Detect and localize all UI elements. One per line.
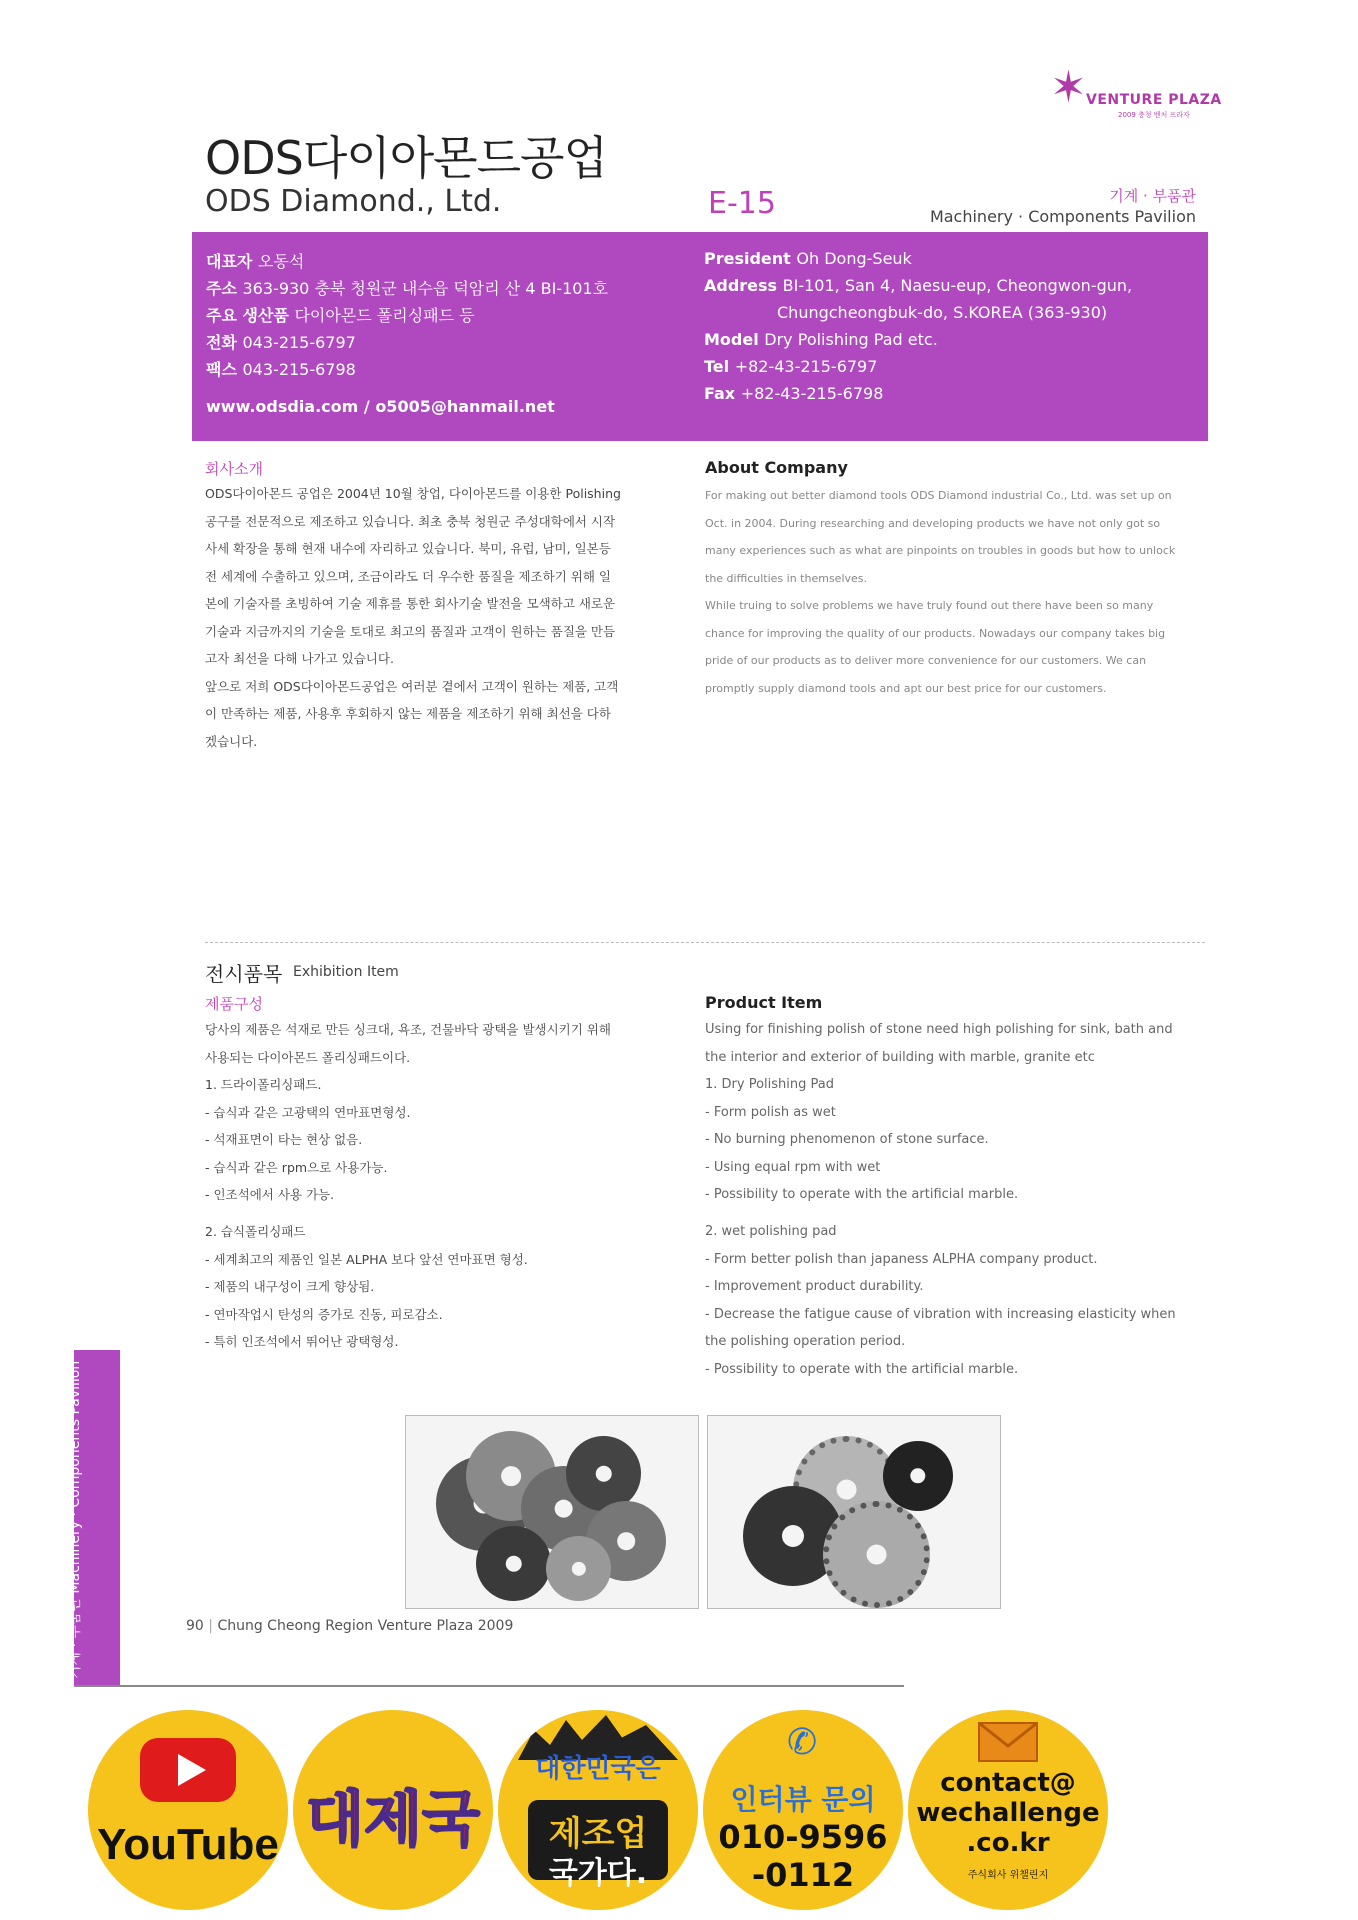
list-item: - Form polish as wet xyxy=(705,1104,836,1120)
address-en-value-1: BI-101, San 4, Naesu-eup, Cheongwon-gun, xyxy=(782,276,1133,295)
product-list-en-1 xyxy=(705,1016,1205,1209)
booth-number: E-15 xyxy=(708,186,776,221)
about-en-line: the difficulties in themselves. xyxy=(705,571,868,585)
pavilion-en: Machinery · Components Pavilion xyxy=(929,207,1196,226)
product-list-en-2 xyxy=(705,1218,1205,1383)
korea-line-2: 제조업 xyxy=(548,1814,648,1854)
phone-ko-label: 전화 xyxy=(206,333,237,352)
side-pavilion-tab xyxy=(67,1350,120,1685)
interview-phone-2: -0112 xyxy=(751,1856,855,1894)
fax-ko-label: 팩스 xyxy=(206,360,237,379)
address-en-row xyxy=(704,276,1132,295)
exhibition-heading-en: Exhibition Item xyxy=(293,964,399,980)
president-row xyxy=(704,249,912,268)
page-number: 90 xyxy=(186,1618,204,1634)
address-en-value-2-text: Chungcheongbuk-do, S.KOREA (363-930) xyxy=(777,303,1108,322)
about-ko-line: 공구를 전문적으로 제조하고 있습니다. 최초 충북 청원군 주성대학에서 시작 xyxy=(205,513,616,529)
list-item: - 습식과 같은 고광택의 연마표면형성. xyxy=(205,1104,411,1120)
list-item: 2. wet polishing pad xyxy=(705,1224,837,1239)
venture-plaza-logo xyxy=(1050,62,1222,130)
polishing-pad xyxy=(883,1441,953,1511)
side-tab-text: 기계 · 부품관 Machinery · Components Pavilion xyxy=(67,1360,83,1679)
list-item: - Using equal rpm with wet xyxy=(705,1159,881,1175)
address-en-label: Address xyxy=(704,276,778,295)
list-item: - 세계최고의 제품인 일본 ALPHA 보다 앞선 연마표면 형성. xyxy=(205,1251,528,1267)
polishing-pad xyxy=(566,1436,641,1511)
list-item: - 특히 인조석에서 뛰어난 광택형성. xyxy=(205,1334,399,1349)
interview-banner[interactable] xyxy=(703,1710,903,1910)
product-list-ko-1 xyxy=(205,1016,675,1209)
list-item: - Possibility to operate with the artificial marble. xyxy=(705,1187,1019,1202)
fax-en-row xyxy=(704,384,883,403)
about-text-en xyxy=(705,482,1205,702)
list-item: - 석재표면이 타는 현상 없음. xyxy=(205,1132,363,1147)
section-divider xyxy=(205,942,1205,943)
logo-text: VENTURE PLAZA xyxy=(1086,92,1222,108)
list-item: - Form better polish than japaness ALPHA company product. xyxy=(705,1251,1098,1267)
company-title-en: ODS Diamond., Ltd. xyxy=(205,184,502,219)
about-en-line: chance for improving the quality of our products. Nowadays our company takes big xyxy=(705,626,1166,640)
model-row xyxy=(704,330,938,349)
korea-line-1: 대한민국은 xyxy=(535,1754,661,1784)
list-item: Using for finishing polish of stone need high polishing for sink, bath and xyxy=(705,1022,1173,1037)
list-item: - 습식과 같은 rpm으로 사용가능. xyxy=(205,1159,388,1175)
product-ko-value: 다이아몬드 폴리싱패드 등 xyxy=(294,306,475,325)
about-ko-line: 본에 기술자를 초빙하여 기술 제휴를 통한 회사기술 발전을 모색하고 새로운 xyxy=(205,596,616,611)
list-item: - Possibility to operate with the artificial marble. xyxy=(705,1361,1019,1377)
address-ko-label: 주소 xyxy=(206,279,237,298)
mail-icon xyxy=(978,1722,1038,1762)
about-ko-line: 이 만족하는 제품, 사용후 후회하지 않는 제품을 제조하기 위해 최선을 다하 xyxy=(205,706,611,721)
ceo-label: 대표자 xyxy=(206,252,253,271)
fax-ko-row xyxy=(206,357,356,380)
star-icon: ✶ xyxy=(1050,62,1087,113)
address-en-value-2 xyxy=(777,303,1107,322)
phone-ko-row xyxy=(206,330,356,353)
product-photo-dry-pads xyxy=(707,1415,1001,1609)
interview-phone-1: 010-9596 xyxy=(718,1818,888,1856)
list-item: 1. Dry Polishing Pad xyxy=(705,1077,834,1092)
about-ko-line: 앞으로 저희 ODS다이아몬드공업은 여러분 곁에서 고객이 원하는 제품, 고객 xyxy=(205,678,619,694)
list-item: 사용되는 다이아몬드 폴리싱패드이다. xyxy=(205,1049,411,1065)
fax-en-label: Fax xyxy=(704,384,736,403)
product-ko-row xyxy=(206,303,475,326)
polishing-pad xyxy=(823,1501,930,1608)
bottom-rule xyxy=(74,1685,904,1687)
about-ko-line: 사세 확장을 통해 현재 내수에 자리하고 있습니다. 북미, 유럽, 남미, 일본등 xyxy=(205,541,611,556)
exhibition-heading-ko: 전시품목 xyxy=(205,962,283,986)
korea-line-3: 국가다. xyxy=(548,1856,648,1891)
model-label: Model xyxy=(704,330,759,349)
polishing-pad xyxy=(476,1526,551,1601)
model-value: Dry Polishing Pad etc. xyxy=(764,330,938,349)
footer-separator: | xyxy=(208,1618,218,1634)
polishing-pad xyxy=(546,1536,611,1601)
list-item: - 제품의 내구성이 크게 향상됨. xyxy=(205,1279,375,1294)
list-item: - Decrease the fatigue cause of vibration with increasing elasticity when xyxy=(705,1306,1176,1322)
list-item: - Improvement product durability. xyxy=(705,1279,924,1294)
about-ko-line: 겠습니다. xyxy=(205,733,258,749)
about-en-line: pride of our products as to deliver more convenience for our customers. We can xyxy=(705,654,1147,667)
daejeguk-label: 대제국 xyxy=(306,1785,480,1855)
list-item: 2. 습식폴리싱패드 xyxy=(205,1224,306,1239)
list-item: - No burning phenomenon of stone surface. xyxy=(705,1132,989,1147)
company-info-band xyxy=(192,232,1208,441)
ceo-value: 오동석 xyxy=(257,252,305,271)
product-photo-wet-pads xyxy=(405,1415,699,1609)
product-heading-en: Product Item xyxy=(705,993,823,1012)
about-en-line: For making out better diamond tools ODS Diamond industrial Co., Ltd. was set up on xyxy=(705,489,1172,502)
about-ko-line: 고자 최선을 다해 나가고 있습니다. xyxy=(205,651,394,666)
fax-ko-value: 043-215-6798 xyxy=(242,360,356,379)
product-list-ko-2 xyxy=(205,1218,675,1356)
tel-row xyxy=(704,357,877,376)
logo-subtext: 2009 충청 벤처 프라자 xyxy=(1118,111,1190,119)
pavilion-ko: 기계 · 부품관 xyxy=(1109,187,1196,205)
youtube-icon xyxy=(140,1738,236,1802)
about-en-line: promptly supply diamond tools and apt our best price for our customers. xyxy=(705,681,1107,695)
about-heading-en: About Company xyxy=(705,458,848,477)
ceo-row xyxy=(206,249,304,272)
address-ko-value: 363-930 충북 청원군 내수읍 덕암리 산 4 BI-101호 xyxy=(242,279,609,298)
about-ko-line: ODS다이아몬드 공업은 2004년 10월 창업, 다이아몬드를 이용한 Polishing xyxy=(205,486,621,501)
list-item: 당사의 제품은 석재로 만든 싱크대, 욕조, 건물바닥 광택을 발생시키기 위해 xyxy=(205,1022,611,1037)
contact-line-1: contact@ xyxy=(940,1768,1076,1798)
fax-en-value: +82-43-215-6798 xyxy=(740,384,884,403)
about-en-line: many experiences such as what are pinpoints on troubles in goods but how to unlock xyxy=(705,544,1176,557)
product-heading-ko: 제품구성 xyxy=(205,995,263,1013)
contact-line-3: .co.kr xyxy=(966,1828,1050,1858)
about-heading-ko: 회사소개 xyxy=(205,460,263,478)
phone-icon: ✆ xyxy=(787,1722,818,1763)
about-ko-line: 기술과 지금까지의 기술을 토대로 최고의 품질과 고객이 원하는 품질을 만듬 xyxy=(205,623,616,639)
about-text-ko xyxy=(205,480,675,755)
footer-title: Chung Cheong Region Venture Plaza 2009 xyxy=(217,1618,514,1634)
page-footer xyxy=(186,1618,513,1634)
youtube-banner[interactable] xyxy=(88,1710,288,1910)
list-item: - 인조석에서 사용 가능. xyxy=(205,1187,335,1202)
phone-ko-value: 043-215-6797 xyxy=(242,333,356,352)
contact-company: 주식회사 위챌린지 xyxy=(967,1870,1049,1881)
company-title-ko: ODS다이아몬드공업 xyxy=(205,131,607,185)
list-item: - 연마작업시 탄성의 증가로 진동, 피로감소. xyxy=(205,1306,443,1322)
about-ko-line: 전 세계에 수출하고 있으며, 조금이라도 더 우수한 품질을 제조하기 위해 일 xyxy=(205,568,611,584)
tel-value: +82-43-215-6797 xyxy=(734,357,878,376)
president-label: President xyxy=(704,249,791,268)
daejeguk-banner[interactable] xyxy=(293,1710,493,1910)
contact-line-2: wechallenge xyxy=(916,1798,1100,1828)
website-link[interactable]: www.odsdia.com / o5005@hanmail.net xyxy=(206,397,555,416)
korea-manufacturing-banner[interactable] xyxy=(498,1710,698,1910)
interview-label: 인터뷰 문의 xyxy=(730,1783,876,1816)
tel-label: Tel xyxy=(704,357,730,376)
president-value: Oh Dong-Seuk xyxy=(796,249,912,268)
about-en-line: Oct. in 2004. During researching and developing products we have not only got so xyxy=(705,516,1161,530)
list-item: the interior and exterior of building with marble, granite etc xyxy=(705,1049,1095,1065)
list-item: the polishing operation period. xyxy=(705,1334,906,1349)
product-ko-label: 주요 생산품 xyxy=(206,306,289,325)
contact-banner[interactable] xyxy=(908,1710,1108,1910)
list-item: 1. 드라이폴리싱패드. xyxy=(205,1077,322,1092)
youtube-label: YouTube xyxy=(97,1820,279,1869)
address-ko-row xyxy=(206,276,608,299)
about-en-line: While truing to solve problems we have truly found out there have been so many xyxy=(705,599,1154,612)
